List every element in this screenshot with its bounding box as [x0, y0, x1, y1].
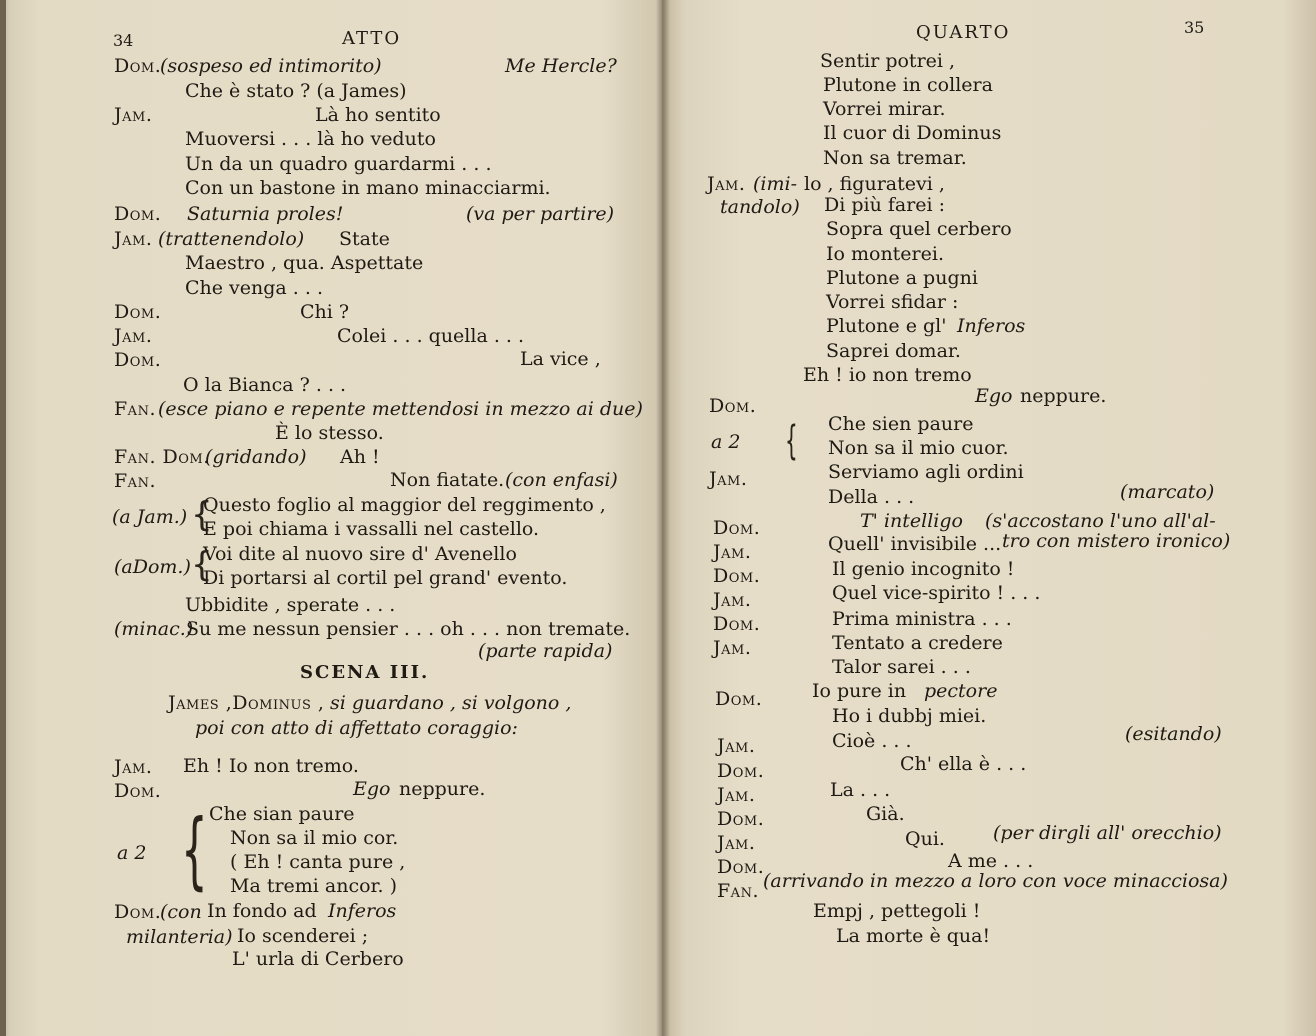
text-line: Che è stato ? (a James) — [185, 80, 407, 102]
text-line: Qui. — [905, 828, 945, 850]
text-line: Che sien paure — [828, 413, 974, 435]
text-line: Dom. — [717, 856, 765, 878]
text-line: Non sa il mio cuor. — [828, 437, 1009, 459]
text-line: (parte rapida) — [478, 640, 613, 662]
running-header: QUARTO — [916, 22, 1011, 43]
text-line: Dom. — [114, 203, 162, 225]
text-line: Jam. — [713, 637, 752, 659]
text-line: Della . . . — [828, 486, 915, 508]
text-line: Fan. Dom. — [114, 446, 210, 468]
text-line: Fan. — [114, 470, 156, 492]
page-edge — [0, 0, 6, 1036]
text-line: (va per partire) — [466, 203, 615, 225]
text-line: a 2 — [711, 431, 741, 453]
text-line: Jam. — [713, 541, 752, 563]
text-line: tro con mistero ironico) — [1002, 530, 1231, 552]
text-line: La morte è qua! — [836, 925, 991, 947]
text-line: Dom. — [709, 395, 757, 417]
text-line: Su me nessun pensier . . . oh . . . non tremate. — [186, 618, 631, 640]
text-line: Fan. — [717, 880, 759, 902]
text-line: L' urla di Cerbero — [232, 948, 404, 970]
text-line: Dom. — [114, 301, 162, 323]
text-line: Tentato a credere — [832, 632, 1003, 654]
text-line: Io monterei. — [826, 243, 944, 265]
text-line: tandolo) — [720, 196, 800, 218]
text-line: T' intelligo — [860, 510, 963, 532]
text-line: Sentir potrei , — [820, 50, 956, 72]
text-line: ( Eh ! canta pure , — [230, 851, 406, 873]
text-line: Talor sarei . . . — [832, 656, 971, 678]
text-line: La vice , — [520, 348, 601, 370]
text-line: Ch' ella è . . . — [900, 753, 1027, 775]
text-line: Ho i dubbj miei. — [832, 705, 987, 727]
text-line: Eh ! Io non tremo. — [183, 755, 359, 777]
text-line: Con un bastone in mano minacciarmi. — [185, 177, 551, 199]
brace: { — [191, 545, 213, 585]
text-line: Plutone in collera — [823, 74, 993, 96]
text-line: Io pure in — [812, 680, 907, 702]
text-line: Empj , pettegoli ! — [813, 900, 981, 922]
text-line: neppure. — [399, 778, 486, 800]
brace: { — [181, 801, 208, 899]
text-line: Dom. — [713, 565, 761, 587]
text-line: (con enfasi) — [505, 469, 618, 491]
text-line: E poi chiama i vassalli nel castello. — [203, 518, 540, 540]
text-line: Plutone a pugni — [826, 267, 978, 289]
text-line: Un da un quadro guardarmi . . . — [185, 153, 492, 175]
text-line: Prima ministra . . . — [832, 608, 1012, 630]
text-line: Cioè . . . — [832, 730, 912, 752]
text-line: Inferos — [328, 900, 397, 922]
text-line: pectore — [924, 680, 998, 702]
text-line: Chi ? — [300, 301, 350, 323]
text-line: Ah ! — [340, 446, 380, 468]
text-line: Quel vice-spirito ! . . . — [832, 582, 1041, 604]
text-line: Jam. — [114, 104, 153, 126]
scene-title: SCENA III. — [300, 662, 430, 683]
text-line: Ma tremi ancor. ) — [230, 875, 398, 897]
gutter — [656, 0, 670, 1036]
text-line: Maestro , qua. Aspettate — [185, 252, 424, 274]
text-line: Jam. — [717, 832, 756, 854]
text-line: Jam. — [713, 589, 752, 611]
text-line: (con — [160, 901, 202, 923]
text-line: Me Hercle? — [505, 55, 617, 77]
brace: { — [785, 418, 798, 464]
page-number: 35 — [1184, 18, 1205, 37]
text-line: Non fiatate. — [390, 469, 505, 491]
text-line: (per dirgli all' orecchio) — [993, 822, 1222, 844]
text-line: lo , figuratevi , — [804, 173, 945, 195]
text-line: Jam. — [717, 735, 756, 757]
text-line: Muoversi . . . là ho veduto — [185, 128, 436, 150]
text-line: milanteria) — [126, 926, 233, 948]
text-line: Dom. — [114, 780, 162, 802]
right-page — [662, 0, 1316, 1036]
text-line: Jam. — [114, 228, 153, 250]
text-line: Sopra quel cerbero — [826, 218, 1012, 240]
text-line: si guardano , si volgono , — [330, 692, 572, 714]
text-line: Questo foglio al maggior del reggimento , — [203, 494, 606, 516]
text-line: Ego — [975, 385, 1013, 407]
text-line: Dom. — [717, 808, 765, 830]
text-line: (trattenendolo) — [158, 228, 305, 250]
text-line: Jam. — [114, 756, 153, 778]
text-line: Dom. — [717, 760, 765, 782]
text-line: (gridando) — [205, 446, 307, 468]
text-line: O la Bianca ? . . . — [183, 374, 347, 396]
text-line: Inferos — [957, 315, 1026, 337]
text-line: James ,Dominus , — [168, 692, 325, 714]
text-line: La . . . — [830, 779, 891, 801]
text-line: Dom. — [114, 901, 162, 923]
text-line: (arrivando in mezzo a loro con voce minacciosa) — [763, 870, 1228, 892]
text-line: Ego — [353, 778, 391, 800]
text-line: In fondo ad — [207, 900, 317, 922]
text-line: (aDom.) — [114, 556, 191, 578]
text-line: Già. — [866, 803, 905, 825]
text-line: Jam. — [114, 325, 153, 347]
text-line: Di portarsi al cortil pel grand' evento. — [203, 567, 568, 589]
page-number: 34 — [113, 31, 134, 50]
text-line: poi con atto di affettato coraggio: — [195, 717, 518, 739]
text-line: Il cuor di Dominus — [823, 122, 1002, 144]
text-line: Ubbidite , sperate . . . — [185, 594, 396, 616]
text-line: Vorrei mirar. — [823, 98, 946, 120]
brace: { — [191, 495, 213, 535]
text-line: (esce piano e repente mettendosi in mezzo ai due) — [158, 398, 643, 420]
text-line: a 2 — [117, 842, 147, 864]
text-line: (esitando) — [1125, 723, 1222, 745]
text-line: Che sian paure — [209, 803, 355, 825]
text-line: Serviamo agli ordini — [828, 461, 1024, 483]
text-line: Io scenderei ; — [237, 925, 369, 947]
text-line: A me . . . — [948, 850, 1034, 872]
text-line: (imi- — [753, 173, 798, 195]
text-line: Là ho sentito — [315, 104, 441, 126]
text-line: State — [339, 228, 390, 250]
running-header: ATTO — [342, 28, 402, 49]
text-line: È lo stesso. — [275, 422, 384, 444]
text-line: Dom. — [114, 55, 162, 77]
text-line: Dom. — [713, 613, 761, 635]
text-line: (marcato) — [1120, 481, 1215, 503]
text-line: Vorrei sfidar : — [826, 291, 959, 313]
text-line: Saprei domar. — [826, 340, 961, 362]
text-line: Non sa tremar. — [823, 147, 967, 169]
text-line: Jam. — [709, 468, 748, 490]
text-line: Fan. — [114, 398, 156, 420]
text-line: (minac.) — [114, 618, 194, 640]
text-line: Che venga . . . — [185, 277, 324, 299]
text-line: Il genio incognito ! — [832, 558, 1015, 580]
text-line: Non sa il mio cor. — [230, 827, 399, 849]
text-line: Jam. — [717, 784, 756, 806]
text-line: Eh ! io non tremo — [803, 364, 972, 386]
text-line: Voi dite al nuovo sire d' Avenello — [203, 543, 517, 565]
text-line: Quell' invisibile ... — [828, 533, 1002, 555]
text-line: (sospeso ed intimorito) — [160, 55, 382, 77]
text-line: Di più farei : — [824, 194, 946, 216]
text-line: Dom. — [715, 688, 763, 710]
text-line: (s'accostano l'uno all'al- — [985, 510, 1216, 532]
text-line: (a Jam.) — [112, 506, 188, 528]
text-line: Colei . . . quella . . . — [337, 325, 525, 347]
text-line: Plutone e gl' — [826, 315, 947, 337]
text-line: Jam. — [707, 173, 746, 195]
text-line: neppure. — [1020, 385, 1107, 407]
text-line: Saturnia proles! — [187, 203, 344, 225]
text-line: Dom. — [713, 517, 761, 539]
text-line: Dom. — [114, 349, 162, 371]
